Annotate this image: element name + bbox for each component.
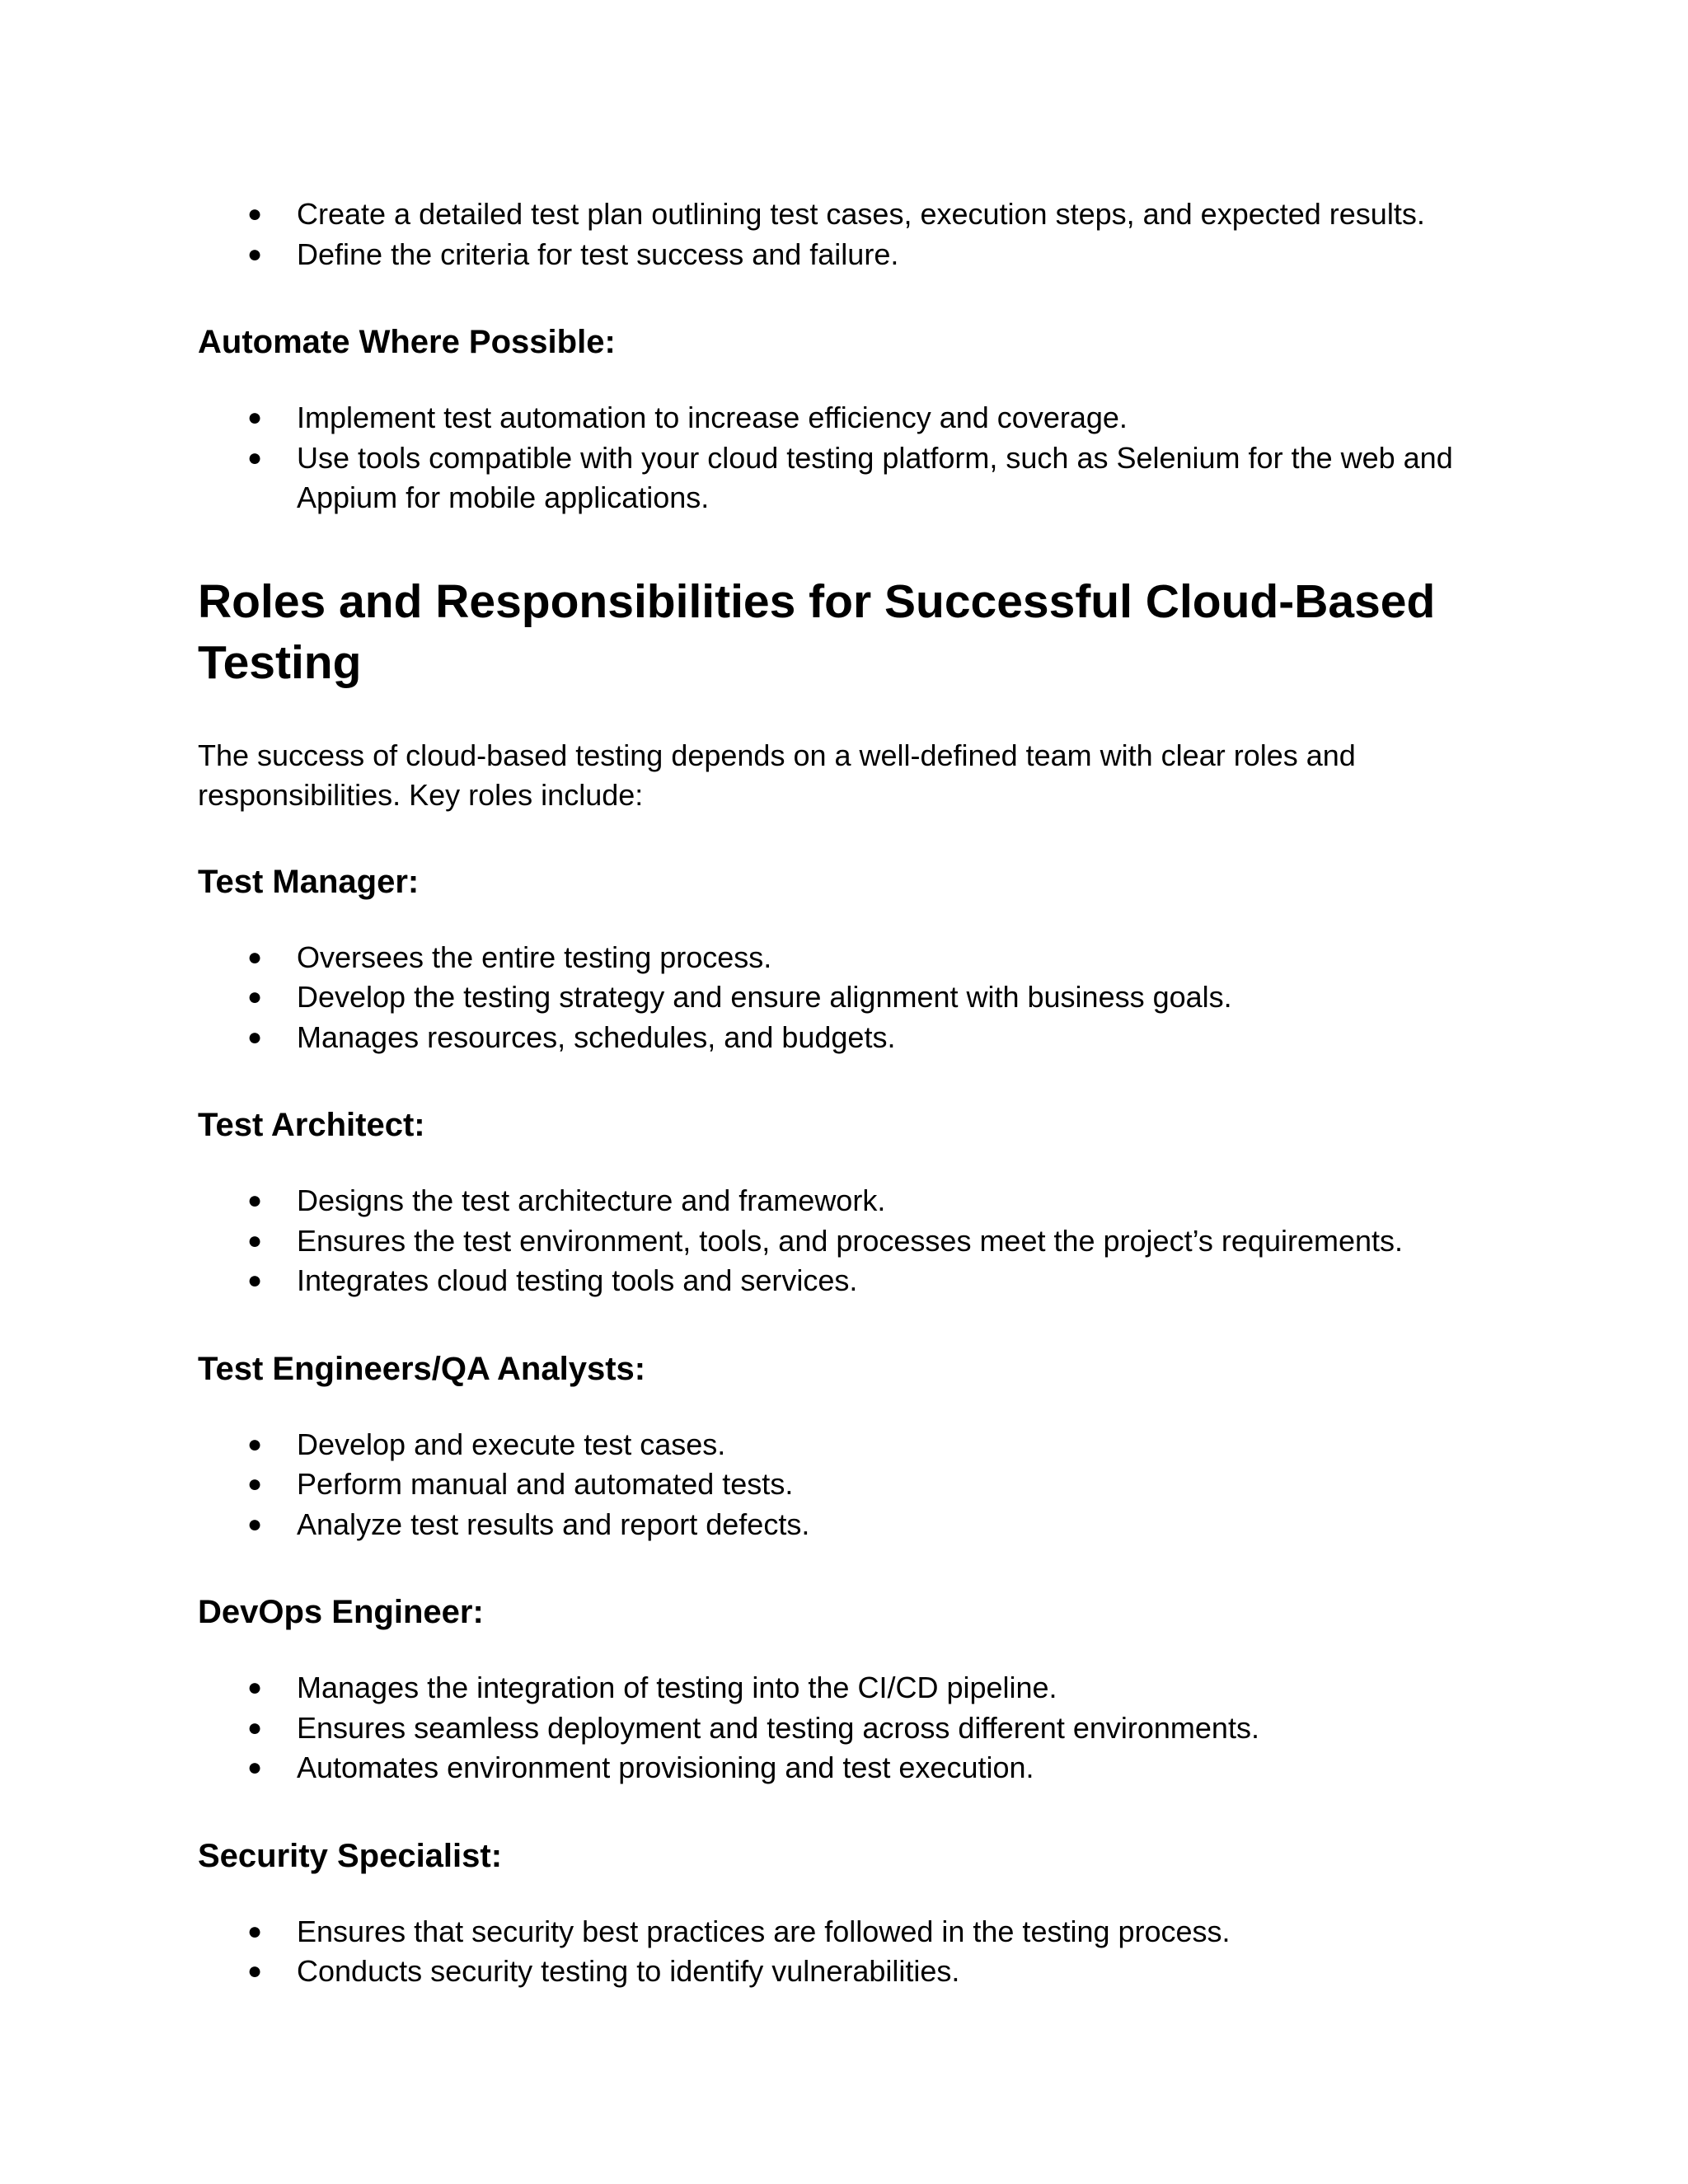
list-item-text: Automates environment provisioning and test execution. xyxy=(297,1750,1034,1784)
section-intro-paragraph: The success of cloud-based testing depends on a well-defined team with clear roles and responsibilities. Key roles include: xyxy=(198,738,1356,812)
bullet-icon: ● xyxy=(247,1187,263,1214)
list-item xyxy=(198,235,1500,275)
spacer xyxy=(198,816,1500,861)
list-item-text: Implement test automation to increase efficiency and coverage. xyxy=(297,401,1128,434)
list-item-text: Define the criteria for test success and failure. xyxy=(297,237,899,271)
spacer xyxy=(198,1788,1500,1835)
list-item-text: Integrates cloud testing tools and services. xyxy=(297,1263,858,1297)
intro-bullet-list xyxy=(198,194,1500,274)
bullet-icon: ● xyxy=(247,404,263,431)
list-item-text: Ensures seamless deployment and testing across different environments. xyxy=(297,1710,1259,1745)
role-list-security-specialist xyxy=(198,1912,1500,1992)
spacer xyxy=(198,1633,1500,1668)
list-item-text: Ensures that security best practices are followed in the testing process. xyxy=(297,1914,1231,1948)
bullet-icon: ● xyxy=(247,200,263,227)
list-item-text: Use tools compatible with your cloud testing platform, such as Selenium for the web and Appium for mobile applications. xyxy=(297,440,1453,514)
spacer xyxy=(198,1877,1500,1912)
bullet-icon: ● xyxy=(247,1674,263,1701)
list-item-text: Oversees the entire testing process. xyxy=(297,940,772,974)
spacer xyxy=(198,902,1500,938)
bullet-icon: ● xyxy=(247,1957,263,1985)
spacer xyxy=(198,1057,1500,1104)
bullet-icon: ● xyxy=(247,1470,263,1497)
list-item xyxy=(198,1425,1500,1465)
bullet-icon: ● xyxy=(247,1267,263,1294)
spacer xyxy=(198,1544,1500,1591)
bullet-icon: ● xyxy=(247,443,263,471)
list-item xyxy=(198,977,1500,1018)
list-item xyxy=(198,1181,1500,1221)
list-item-text: Conducts security testing to identify vulnerabilities. xyxy=(297,1954,960,1988)
bullet-icon: ● xyxy=(247,1754,263,1781)
list-item xyxy=(198,194,1500,235)
role-heading-security-specialist: Security Specialist: xyxy=(198,1837,503,1874)
spacer xyxy=(198,518,1500,571)
bullet-icon: ● xyxy=(247,1430,263,1458)
list-item-text: Manages the integration of testing into the CI/CD pipeline. xyxy=(297,1671,1057,1704)
list-item-text: Analyze test results and report defects. xyxy=(297,1507,810,1541)
bullet-icon: ● xyxy=(247,983,263,1010)
role-heading-test-manager: Test Manager: xyxy=(198,863,420,900)
section-title: Roles and Responsibilities for Successful Cloud-Based Testing xyxy=(198,574,1436,689)
list-item xyxy=(198,1018,1500,1058)
bullet-icon: ● xyxy=(247,1226,263,1254)
role-list-test-architect xyxy=(198,1181,1500,1301)
list-item xyxy=(198,1221,1500,1262)
role-heading-test-architect: Test Architect: xyxy=(198,1107,425,1143)
list-item xyxy=(198,1708,1500,1749)
role-heading-test-engineers: Test Engineers/QA Analysts: xyxy=(198,1350,646,1387)
list-item-text: Create a detailed test plan outlining test cases, execution steps, and expected results. xyxy=(297,197,1425,231)
spacer xyxy=(198,693,1500,736)
list-item xyxy=(198,1748,1500,1788)
list-item-text: Manages resources, schedules, and budgets. xyxy=(297,1019,896,1054)
bullet-icon: ● xyxy=(247,943,263,971)
list-item-text: Ensures the test environment, tools, and processes meet the project’s requirements. xyxy=(297,1223,1404,1258)
list-item-text: Develop and execute test cases. xyxy=(297,1427,726,1461)
bullet-icon: ● xyxy=(247,1023,263,1051)
bullet-icon: ● xyxy=(247,1510,263,1538)
list-item-text: Designs the test architecture and framework. xyxy=(297,1183,886,1217)
bullet-icon: ● xyxy=(247,1713,263,1741)
spacer xyxy=(198,1301,1500,1348)
role-list-devops-engineer xyxy=(198,1668,1500,1788)
role-list-test-manager xyxy=(198,938,1500,1058)
role-list-test-engineers xyxy=(198,1425,1500,1545)
list-item xyxy=(198,1261,1500,1301)
list-item xyxy=(198,438,1500,518)
document-content xyxy=(198,194,1500,1992)
list-item xyxy=(198,1465,1500,1505)
list-item-text: Develop the testing strategy and ensure alignment with business goals. xyxy=(297,980,1232,1014)
automate-bullet-list xyxy=(198,398,1500,518)
list-item xyxy=(198,1505,1500,1545)
spacer xyxy=(198,1146,1500,1181)
spacer xyxy=(198,1390,1500,1425)
spacer xyxy=(198,274,1500,321)
list-item xyxy=(198,1668,1500,1708)
list-item-text: Perform manual and automated tests. xyxy=(297,1467,794,1501)
role-heading-devops-engineer: DevOps Engineer: xyxy=(198,1594,484,1630)
list-item xyxy=(198,1912,1500,1952)
automate-heading: Automate Where Possible: xyxy=(198,324,616,360)
list-item xyxy=(198,398,1500,438)
list-item xyxy=(198,938,1500,978)
spacer xyxy=(198,363,1500,398)
bullet-icon: ● xyxy=(247,1917,263,1945)
bullet-icon: ● xyxy=(247,240,263,268)
list-item xyxy=(198,1952,1500,1992)
